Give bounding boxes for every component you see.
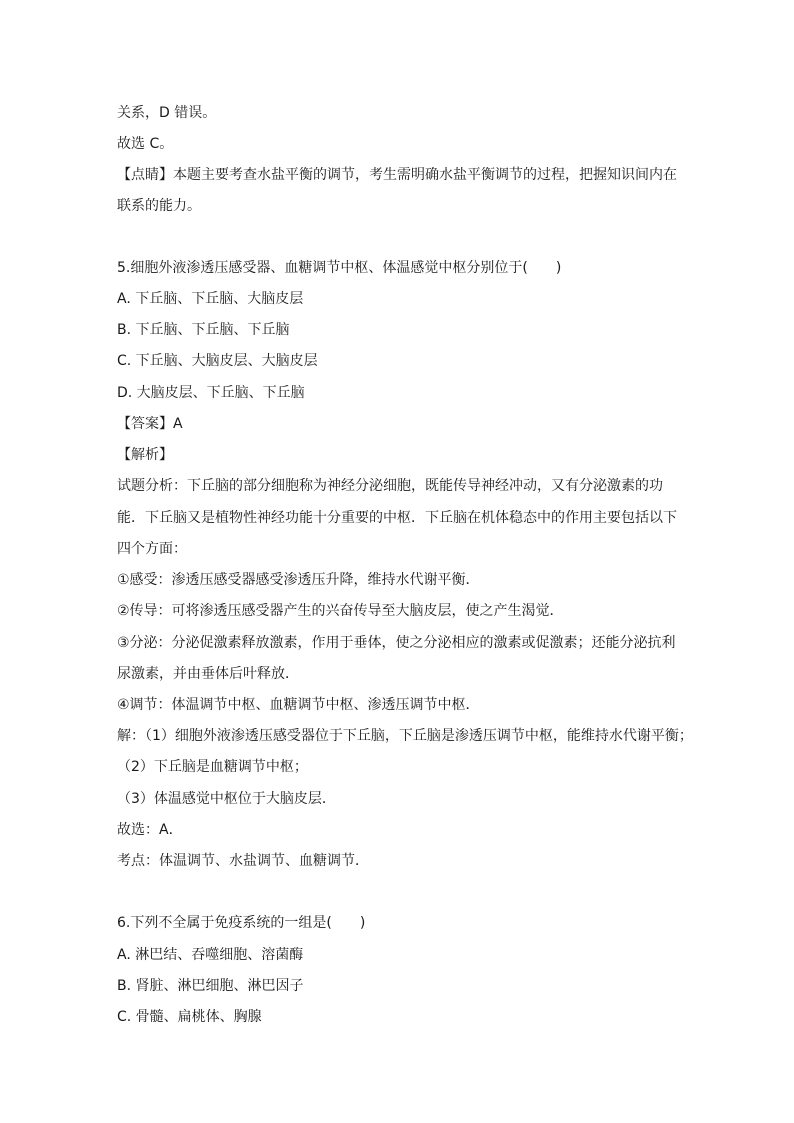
- q5-analysis-line: （3）体温感觉中枢位于大脑皮层．: [117, 791, 336, 807]
- q6-option-b: B. 肾脏、淋巴细胞、淋巴因子: [117, 978, 304, 994]
- q5-option-d: D. 大脑皮层、下丘脑、下丘脑: [117, 385, 305, 401]
- q5-analysis-line: 能．下丘脑又是植物性神经功能十分重要的中枢．下丘脑在机体稳态中的作用主要包括以下: [117, 510, 677, 526]
- q5-analysis-line: ②传导：可将渗透压感受器产生的兴奋传导至大脑皮层，使之产生渴觉．: [117, 603, 564, 619]
- q5-analysis-line: ①感受：渗透压感受器感受渗透压升降，维持水代谢平衡．: [117, 572, 480, 588]
- q5-analysis-line: ③分泌：分泌促激素释放激素，作用于垂体，使之分泌相应的激素或促激素；还能分泌抗利: [117, 635, 676, 651]
- q5-analysis-line: 故选：A．: [117, 822, 183, 838]
- dianjing-line-1: 【点睛】本题主要考查水盐平衡的调节，考生需明确水盐平衡调节的过程，把握知识间内在: [117, 167, 677, 183]
- q6-stem: 6.下列不全属于免疫系统的一组是( ): [117, 915, 366, 931]
- dianjing-line-2: 联系的能力。: [117, 198, 201, 214]
- q5-stem: 5.细胞外液渗透压感受器、血糖调节中枢、体温感觉中枢分别位于( ): [117, 260, 562, 276]
- q6-option-a: A. 淋巴结、吞噬细胞、溶菌酶: [117, 947, 304, 963]
- q5-analysis-line: （2）下丘脑是血糖调节中枢；: [117, 759, 308, 775]
- q5-analysis-line: 解：（1）细胞外液渗透压感受器位于下丘脑，下丘脑是渗透压调节中枢，能维持水代谢平衡；: [117, 728, 693, 744]
- q5-analysis-heading: 【解析】: [117, 447, 173, 463]
- q5-option-c: C. 下丘脑、大脑皮层、大脑皮层: [117, 353, 318, 369]
- q5-analysis-line: 试题分析：下丘脑的部分细胞称为神经分泌细胞，既能传导神经冲动，又有分泌激素的功: [117, 478, 663, 494]
- q6-option-c: C. 骨髓、扁桃体、胸腺: [117, 1009, 262, 1025]
- q5-analysis-line: ④调节：体温调节中枢、血糖调节中枢、渗透压调节中枢．: [117, 697, 480, 713]
- q5-analysis-line: 考点：体温调节、水盐调节、血糖调节．: [117, 853, 369, 869]
- q5-analysis-line: 尿激素，并由垂体后叶释放．: [117, 666, 299, 682]
- q5-option-a: A. 下丘脑、下丘脑、大脑皮层: [117, 291, 304, 307]
- continuation-line-2: 故选 C。: [117, 136, 174, 152]
- q5-option-b: B. 下丘脑、下丘脑、下丘脑: [117, 322, 290, 338]
- continuation-line-1: 关系，D 错误。: [117, 105, 217, 121]
- q5-analysis-line: 四个方面：: [117, 541, 187, 557]
- q5-answer: 【答案】A: [117, 416, 183, 432]
